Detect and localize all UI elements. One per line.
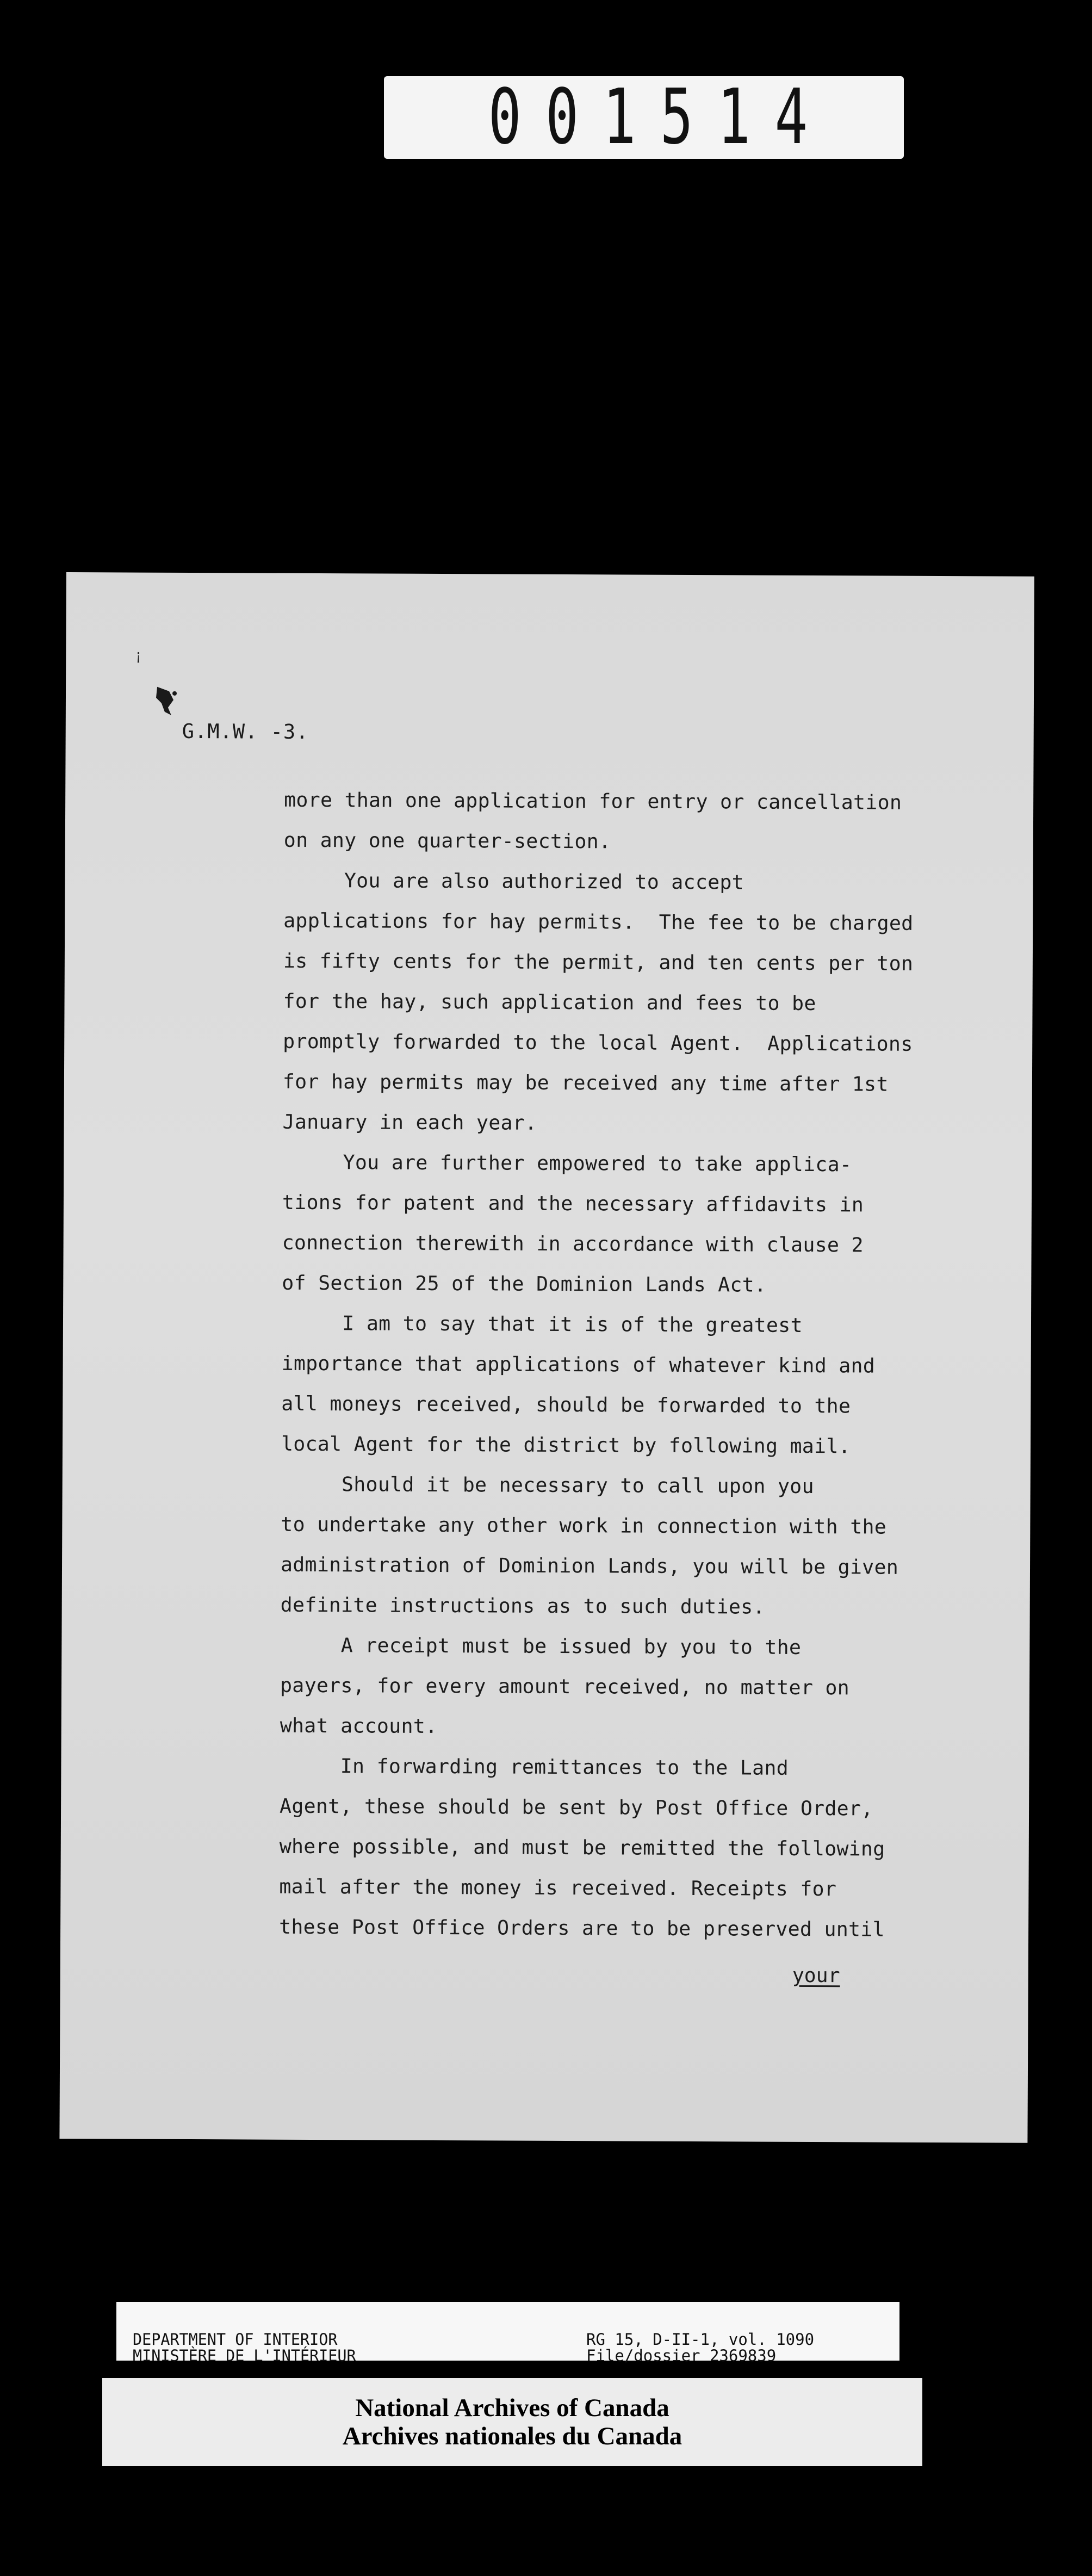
banner-english: National Archives of Canada xyxy=(355,2394,669,2422)
letter-line: more than one application for entry or cancellation xyxy=(284,788,902,814)
letter-line: You are further empowered to take applica- xyxy=(282,1150,852,1176)
letter-line: definite instructions as to such duties. xyxy=(280,1593,765,1619)
record-reference-block xyxy=(586,2331,814,2364)
banner-french: Archives nationales du Canada xyxy=(342,2422,682,2450)
frame-number: 001514 xyxy=(488,76,832,159)
letter-line: is fifty cents for the permit, and ten cents per ton xyxy=(283,949,914,975)
letter-line: applications for hay permits. The fee to be charged xyxy=(283,908,914,935)
national-archives-banner xyxy=(102,2378,922,2466)
letter-line: payers, for every amount received, no matter on xyxy=(280,1673,850,1700)
letter-line: I am to say that it is of the greatest xyxy=(281,1311,803,1337)
letter-line: of Section 25 of the Dominion Lands Act. xyxy=(282,1271,767,1297)
department-block xyxy=(133,2331,356,2364)
letter-line: January in each year. xyxy=(282,1110,537,1135)
record-group: RG 15, D-II-1, vol. 1090 xyxy=(586,2330,815,2349)
frame-number-label xyxy=(384,76,904,159)
letter-line: In forwarding remittances to the Land xyxy=(280,1754,789,1780)
letter-line: A receipt must be issued by you to the xyxy=(280,1633,802,1659)
letter-line: for the hay, such application and fees to be xyxy=(283,989,816,1015)
letter-line: local Agent for the district by following mail. xyxy=(281,1432,851,1458)
letter-line: all moneys received, should be forwarded to the xyxy=(281,1391,851,1418)
letter-line: these Post Office Orders are to be preserved until xyxy=(279,1915,885,1941)
letter-line: on any one quarter-section. xyxy=(283,828,611,853)
file-number: File/dossier 2369839 xyxy=(586,2346,777,2365)
department-french: MINISTÈRE DE L'INTÉRIEUR xyxy=(133,2346,356,2365)
document-page xyxy=(59,572,1034,2143)
ink-blot-icon xyxy=(153,682,180,720)
letter-line: connection therewith in accordance with clause 2 xyxy=(282,1230,864,1257)
department-english: DEPARTMENT OF INTERIOR xyxy=(133,2330,338,2349)
letter-body xyxy=(279,780,985,1950)
document-reference: G.M.W. -3. xyxy=(182,719,309,744)
letter-line: administration of Dominion Lands, you will be given xyxy=(280,1552,899,1579)
letter-line: Should it be necessary to call upon you xyxy=(281,1472,814,1498)
letter-line: tions for patent and the necessary affidavits in xyxy=(282,1190,864,1217)
letter-line: for hay permits may be received any time after 1st xyxy=(282,1069,889,1096)
letter-line: to undertake any other work in connection with the xyxy=(281,1512,887,1539)
letter-line: promptly forwarded to the local Agent. Applications xyxy=(283,1029,913,1056)
catchword: your xyxy=(792,1963,840,1987)
stray-mark: ¡ xyxy=(135,647,141,664)
letter-line: Agent, these should be sent by Post Office Order, xyxy=(280,1794,873,1820)
letter-line: mail after the money is received. Receipts for xyxy=(279,1874,837,1901)
letter-line: You are also authorized to accept xyxy=(283,868,744,894)
archive-reference-label xyxy=(116,2302,899,2365)
letter-line: importance that applications of whatever kind and xyxy=(281,1351,876,1378)
letter-line: what account. xyxy=(280,1713,438,1738)
letter-line: where possible, and must be remitted the following xyxy=(279,1834,885,1861)
